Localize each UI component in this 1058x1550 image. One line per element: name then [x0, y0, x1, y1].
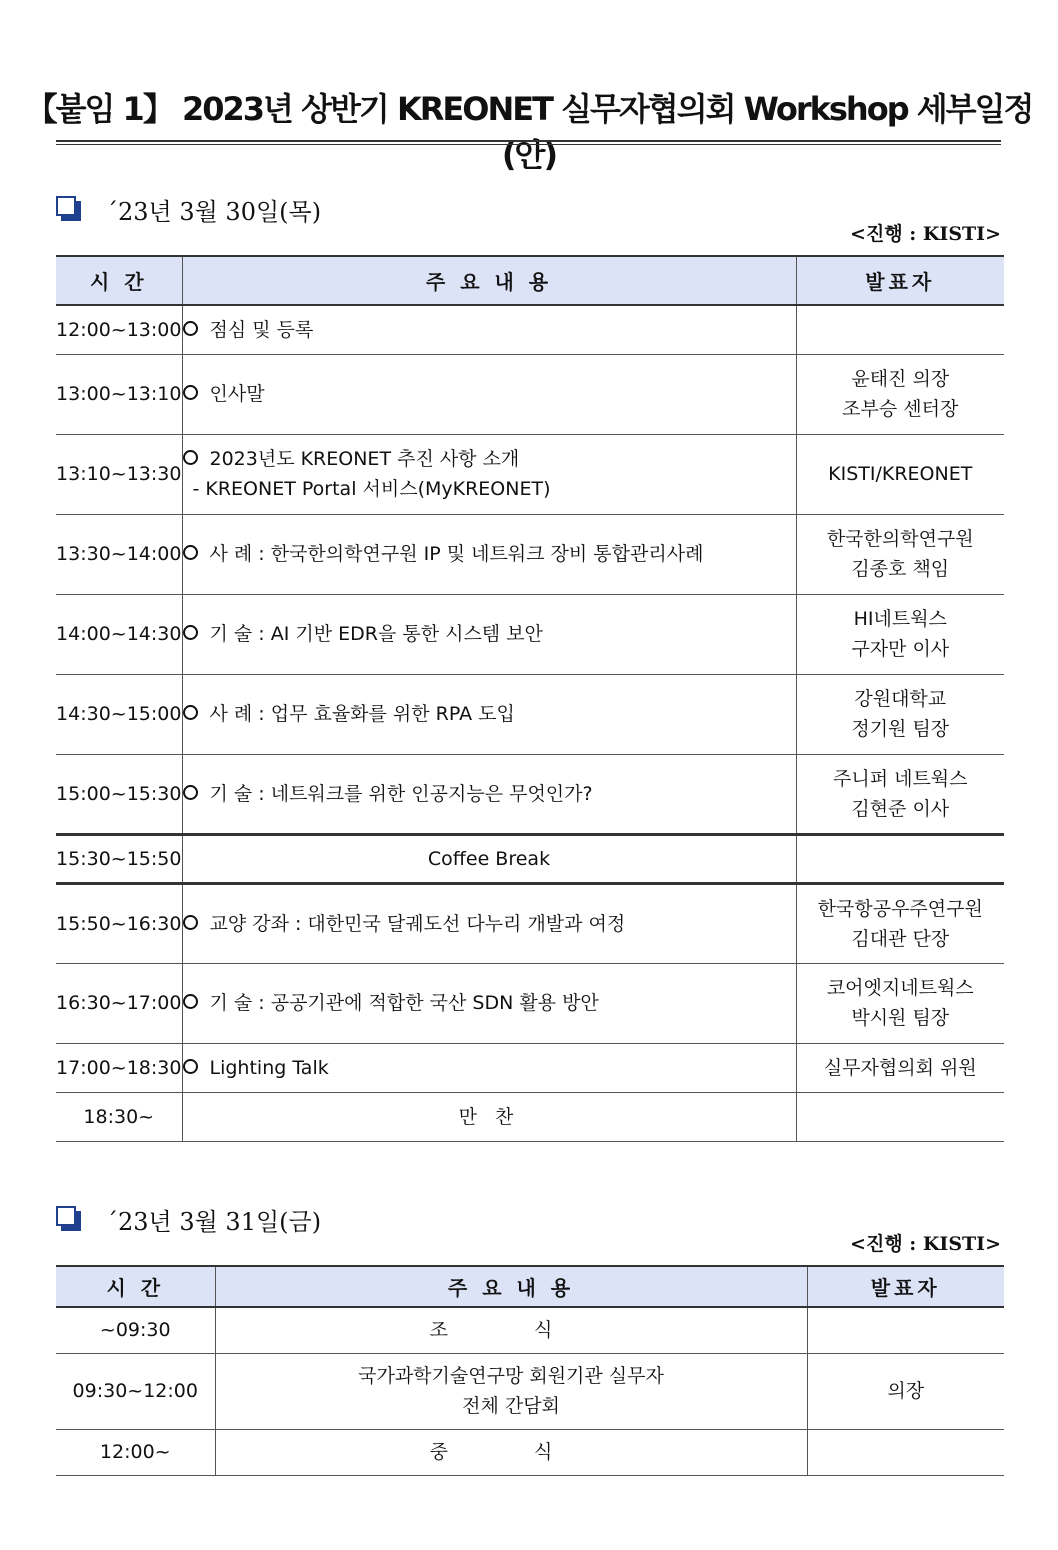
table-row: [56, 834, 1004, 883]
coffee-break-cell: Coffee Break: [182, 834, 796, 883]
time-cell: 17:00~18:30: [56, 1043, 182, 1092]
circle-bullet-icon: [183, 1059, 198, 1074]
time-cell: 15:30~15:50: [56, 834, 182, 883]
time-cell: 09:30~12:00: [56, 1353, 215, 1429]
document-title: 【붙임 1】 2023년 상반기 KREONET 실무자협의회 Workshop 세부일정(안): [25, 90, 1033, 174]
table-row: [56, 963, 1004, 1043]
presenter-cell: [796, 305, 1004, 354]
circle-bullet-icon: [183, 785, 198, 800]
circle-bullet-icon: [183, 625, 198, 640]
title-rule-thick: [56, 140, 1001, 142]
presenter-cell: [796, 1092, 1004, 1141]
circle-bullet-icon: [183, 385, 198, 400]
meeting-cell: 국가과학기술연구망 회원기관 실무자 전체 간담회: [215, 1353, 807, 1429]
dinner-cell: 만 찬: [182, 1092, 796, 1141]
presenter-cell: 의장: [807, 1353, 1004, 1429]
table-row: [56, 514, 1004, 594]
table-row: [56, 883, 1004, 963]
header-time: 시 간: [56, 256, 182, 305]
table-row: [56, 1429, 1004, 1475]
content-cell: 점심 및 등록: [182, 305, 796, 354]
presenter-cell: [807, 1307, 1004, 1353]
presenter-cell: [796, 834, 1004, 883]
time-cell: 16:30~17:00: [56, 963, 182, 1043]
table-row: [56, 305, 1004, 354]
presenter-cell: 한국항공우주연구원 김대관 단장: [796, 883, 1004, 963]
presenter-cell: 윤태진 의장 조부승 센터장: [796, 354, 1004, 434]
header-content: 주 요 내 용: [215, 1266, 807, 1307]
header-presenter: 발표자: [796, 256, 1004, 305]
content-cell: 기 술 : 네트워크를 위한 인공지능은 무엇인가?: [182, 754, 796, 834]
presenter-cell: 한국한의학연구원 김종호 책임: [796, 514, 1004, 594]
time-cell: 15:50~16:30: [56, 883, 182, 963]
table-row: [56, 1092, 1004, 1141]
presenter-cell: KISTI/KREONET: [796, 434, 1004, 514]
table-row: [56, 1307, 1004, 1353]
day1-host: <진행 : KISTI>: [850, 223, 1001, 245]
time-cell: 15:00~15:30: [56, 754, 182, 834]
presenter-cell: 강원대학교 정기원 팀장: [796, 674, 1004, 754]
header-presenter: 발표자: [807, 1266, 1004, 1307]
time-cell: 13:00~13:10: [56, 354, 182, 434]
table-row: [56, 674, 1004, 754]
content-cell: 인사말: [182, 354, 796, 434]
table-row: [56, 354, 1004, 434]
presenter-cell: 실무자협의회 위원: [796, 1043, 1004, 1092]
day1-schedule-table: [56, 255, 1004, 1142]
circle-bullet-icon: [183, 705, 198, 720]
time-cell: ~09:30: [56, 1307, 215, 1353]
time-cell: 13:10~13:30: [56, 434, 182, 514]
table-row: [56, 1353, 1004, 1429]
circle-bullet-icon: [183, 450, 198, 465]
table-row: [56, 1043, 1004, 1092]
circle-bullet-icon: [183, 915, 198, 930]
content-cell: 교양 강좌 : 대한민국 달궤도선 다누리 개발과 여정: [182, 883, 796, 963]
content-cell: 기 술 : 공공기관에 적합한 국산 SDN 활용 방안: [182, 963, 796, 1043]
title-rule-thin: [56, 144, 1001, 145]
breakfast-cell: 조 식: [215, 1307, 807, 1353]
time-cell: 12:00~13:00: [56, 305, 182, 354]
content-cell: 사 례 : 한국한의학연구원 IP 및 네트워크 장비 통합관리사례: [182, 514, 796, 594]
time-cell: 12:00~: [56, 1429, 215, 1475]
presenter-cell: [807, 1429, 1004, 1475]
lunch-cell: 중 식: [215, 1429, 807, 1475]
time-cell: 13:30~14:00: [56, 514, 182, 594]
table-header-row: [56, 256, 1004, 305]
circle-bullet-icon: [183, 545, 198, 560]
table-row: [56, 594, 1004, 674]
content-cell: 기 술 : AI 기반 EDR을 통한 시스템 보안: [182, 594, 796, 674]
table-header-row: [56, 1266, 1004, 1307]
circle-bullet-icon: [183, 321, 198, 336]
time-cell: 14:30~15:00: [56, 674, 182, 754]
day2-schedule-table: [56, 1265, 1004, 1476]
table-row: [56, 434, 1004, 514]
checkbox-square-icon: [56, 196, 78, 218]
presenter-cell: 주니퍼 네트웍스 김현준 이사: [796, 754, 1004, 834]
content-cell: 사 례 : 업무 효율화를 위한 RPA 도입: [182, 674, 796, 754]
checkbox-square-icon: [56, 1206, 78, 1228]
presenter-cell: 코어엣지네트웍스 박시원 팀장: [796, 963, 1004, 1043]
day1-date: ´23년 3월 30일(목): [106, 198, 322, 226]
day2-host: <진행 : KISTI>: [850, 1233, 1001, 1255]
header-time: 시 간: [56, 1266, 215, 1307]
content-cell: 2023년도 KREONET 추진 사항 소개 - KREONET Portal 서비스(MyKREONET): [182, 434, 796, 514]
presenter-cell: HI네트웍스 구자만 이사: [796, 594, 1004, 674]
table-row: [56, 754, 1004, 834]
circle-bullet-icon: [183, 994, 198, 1009]
time-cell: 14:00~14:30: [56, 594, 182, 674]
day2-date: ´23년 3월 31일(금): [106, 1208, 322, 1236]
header-content: 주 요 내 용: [182, 256, 796, 305]
time-cell: 18:30~: [56, 1092, 182, 1141]
content-cell: Lighting Talk: [182, 1043, 796, 1092]
